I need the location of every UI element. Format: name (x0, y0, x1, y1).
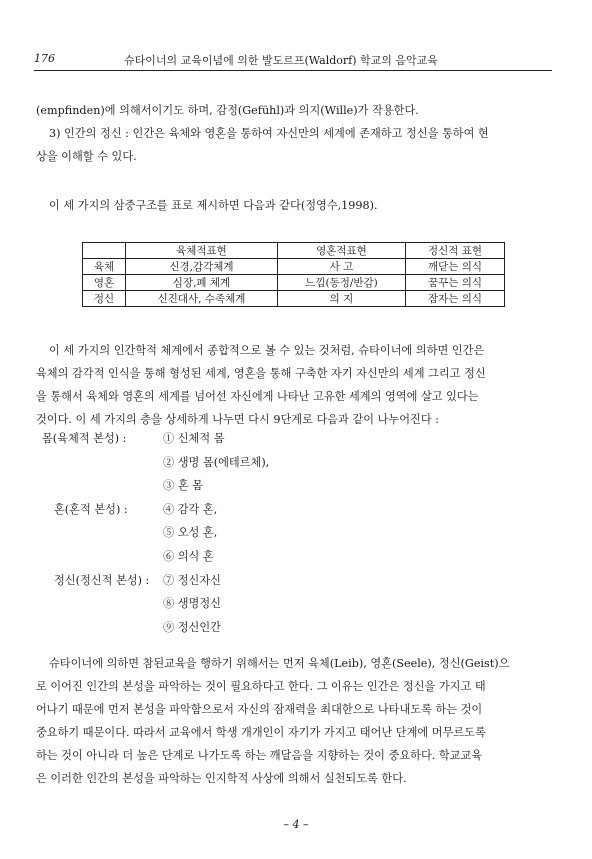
level-item: ⑧ 생명정신 (163, 597, 221, 611)
text-line: 을 통해서 육체와 영혼의 세계를 넘어선 자신에게 나타난 고유한 세계의 영역에 살고 있다는 (36, 390, 479, 403)
level-group-label: 몸(육체적 본성) : (42, 432, 127, 445)
table-cell: 신진대사, 수족체계 (126, 291, 278, 307)
table-cell: 꿈꾸는 의식 (406, 275, 505, 291)
table-cell: 심장,폐 체계 (126, 275, 278, 291)
table-cell: 의 지 (277, 291, 405, 307)
page-number: 176 (34, 52, 55, 65)
level-item: ① 신체적 몸 (163, 432, 225, 445)
text-line: 것이다. 이 세 가지의 층을 상세하게 나누면 다시 9단계로 다음과 같이 나누어진다 : (36, 413, 439, 426)
page-footer: – 4 – (283, 818, 309, 831)
level-item: ⑦ 정신자신 (163, 573, 221, 587)
level-item: ⑥ 의식 혼 (163, 549, 214, 563)
paragraph-2 (36, 339, 558, 431)
running-header (34, 48, 552, 71)
table-header-row (83, 243, 505, 259)
text-line: 육체의 감각적 인식을 통해 형성된 세계, 영혼을 통해 구축한 자기 자신만의 세계 그리고 정신 (36, 367, 486, 380)
table-cell: 깨닫는 의식 (406, 259, 505, 275)
table-header-cell: 육체적표현 (126, 243, 278, 259)
table-cell: 정신 (83, 291, 126, 307)
text-line: 은 이러한 인간의 본성을 파악하는 인지학적 사상에 의해서 실천되도록 한다. (36, 772, 407, 785)
table-row (83, 259, 505, 275)
table-row (83, 275, 505, 291)
text-line: 이 세 가지의 인간학적 체계에서 종합적으로 볼 수 있는 것처럼, 슈타이너에 의하면 인간은 (49, 344, 485, 357)
level-item: ③ 혼 몸 (163, 479, 203, 493)
level-item: ④ 감각 혼, (163, 502, 218, 516)
text-line: (empfinden)에 의해서이기도 하며, 감정(Gefühl)과 의지(Wille)가 작용한다. (36, 104, 419, 117)
level-group-label: 혼(혼적 본성) : (54, 502, 128, 516)
header-title: 슈타이너의 교육이념에 의한 발도르프(Waldorf) 학교의 음악교육 (124, 54, 438, 67)
text-line: 이 세 가지의 삼중구조를 표로 제시하면 다음과 같다(정영수,1998). (49, 199, 378, 212)
level-group-label: 정신(정신적 본성) : (54, 573, 150, 587)
text-line: 하는 것이 아니라 더 높은 단계로 나가도록 하는 깨달음을 지향하는 것이 중요하다. 학교교육 (36, 749, 483, 762)
three-fold-structure-table (82, 242, 505, 307)
text-line: 상을 이해할 수 있다. (36, 150, 137, 163)
paragraph-3 (36, 652, 558, 790)
text-line: 슈타이너에 의하면 참된교육을 행하기 위해서는 먼저 육체(Leib), 영혼(Seele), 정신(Geist)으 (49, 657, 510, 670)
table-header-cell: 영혼적표현 (277, 243, 405, 259)
text-line: 3) 인간의 정신 : 인간은 육체와 영혼을 통하여 자신만의 세계에 존재하고 정신을 통하여 현 (49, 127, 489, 140)
table-cell: 사 고 (277, 259, 405, 275)
level-item: ② 생명 몸(에테르체), (163, 455, 270, 469)
table-cell: 잠자는 의식 (406, 291, 505, 307)
paragraph-1 (36, 99, 558, 168)
level-item: ⑤ 오성 혼, (163, 526, 218, 540)
table-cell: 영혼 (83, 275, 126, 291)
text-line: 어나기 때문에 먼저 본성을 파악함으로서 자신의 잠재력을 최대한으로 나타내도록 하는 것이 (36, 703, 483, 716)
text-line: 중요하기 때문이다. 따라서 교육에서 학생 개개인이 자기가 가지고 태어난 단계에 머무르도록 (36, 726, 486, 739)
level-item: ⑨ 정신인간 (163, 620, 221, 634)
table-row (83, 291, 505, 307)
table-cell: 육체 (83, 259, 126, 275)
table-header-cell (83, 243, 126, 259)
table-cell: 느낌(동정/반감) (277, 275, 405, 291)
table-cell: 신경,감각체계 (126, 259, 278, 275)
text-line: 로 이어진 인간의 본성을 파악하는 것이 필요하다고 한다. 그 이유는 인간은 정신을 가지고 태 (36, 680, 486, 693)
table-intro (36, 194, 558, 217)
table-header-cell: 정신적 표현 (406, 243, 505, 259)
